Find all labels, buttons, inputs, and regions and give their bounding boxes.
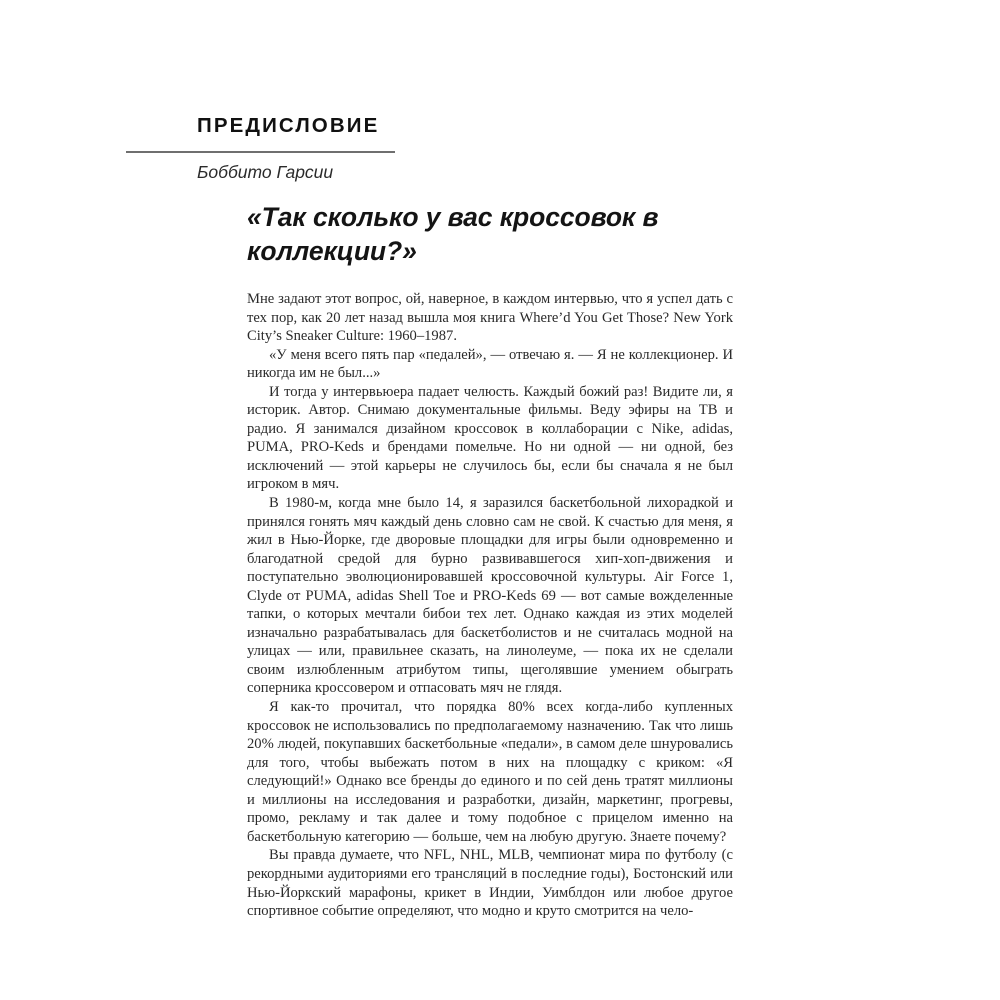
body-paragraph: «У меня всего пять пар «педалей», — отвечаю я. — Я не коллекционер. И никогда им не был...»	[247, 346, 733, 382]
section-divider-rule	[126, 151, 395, 153]
page-title: «Так сколько у вас кроссовок в коллекции?»	[247, 202, 659, 267]
body-paragraph: Вы правда думаете, что NFL, NHL, MLB, чемпионат мира по футболу (с рекордными аудиториями его трансляций в последние годы), Бостонский или Нью-Йоркский марафоны, крикет в Индии, Уимблдон или любое другое спортивное событие определяют, что модно и круто смотрится на чело-	[247, 847, 733, 920]
body-paragraph: Мне задают этот вопрос, ой, наверное, в каждом интервью, что я успел дать с тех пор, как 20 лет назад вышла моя книга Where’d You Get Those? New York City’s Sneaker Culture: 1960–1987.	[247, 291, 733, 345]
body-paragraph: И тогда у интервьюера падает челюсть. Каждый божий раз! Видите ли, я историк. Автор. Снимаю документальные фильмы. Веду эфиры на ТВ и радио. Я занимался дизайном кроссовок в коллаборации с Nike, adidas, PUMA, PRO-Keds и брендами помельче. Но ни одной — ни одной, без исключений — этой карьеры не случилось бы, если бы сначала я не был игроком в мяч.	[247, 383, 733, 493]
body-text-column	[247, 290, 733, 921]
author-byline: Боббито Гарсии	[197, 162, 334, 182]
body-paragraph: Я как-то прочитал, что порядка 80% всех когда-либо купленных кроссовок не использовались по предполагаемому назначению. Так что лишь 20% людей, покупавших баскетбольные «педали», в самом деле шнуровались для того, чтобы выбежать потом в них на площадку с криком: «Я следующий!» Однако все бренды до единого и по сей день тратят миллионы и миллионы на исследования и разработки, дизайн, маркетинг, прогревы, промо, рекламу и так далее и тому подобное с прицелом именно на баскетбольную категорию — больше, чем на любую другую. Знаете почему?	[247, 699, 733, 845]
section-label: ПРЕДИСЛОВИЕ	[197, 114, 380, 137]
body-paragraph: В 1980-м, когда мне было 14, я заразился баскетбольной лихорадкой и принялся гонять мяч каждый день словно сам не свой. К счастью для меня, я жил в Нью-Йорке, где дворовые площадки для игры были одновременно и благодатной средой для бурно развивавшегося хип-хоп-движения и поступательно эволюционировавшей кроссовочной культуры. Air Force 1, Clyde от PUMA, adidas Shell Toe и PRO-Keds 69 — вот самые вожделенные тапки, о которых мечтали бибои тех лет. Однако каждая из этих моделей изначально разрабатывалась для баскетболистов и не считалась модной на улицах — или, правильнее сказать, на линолеуме, — пока их не сделали своим излюбленным атрибутом типы, щеголявшие умением обыграть соперника кроссовером и отпасовать мяч не глядя.	[247, 495, 733, 697]
